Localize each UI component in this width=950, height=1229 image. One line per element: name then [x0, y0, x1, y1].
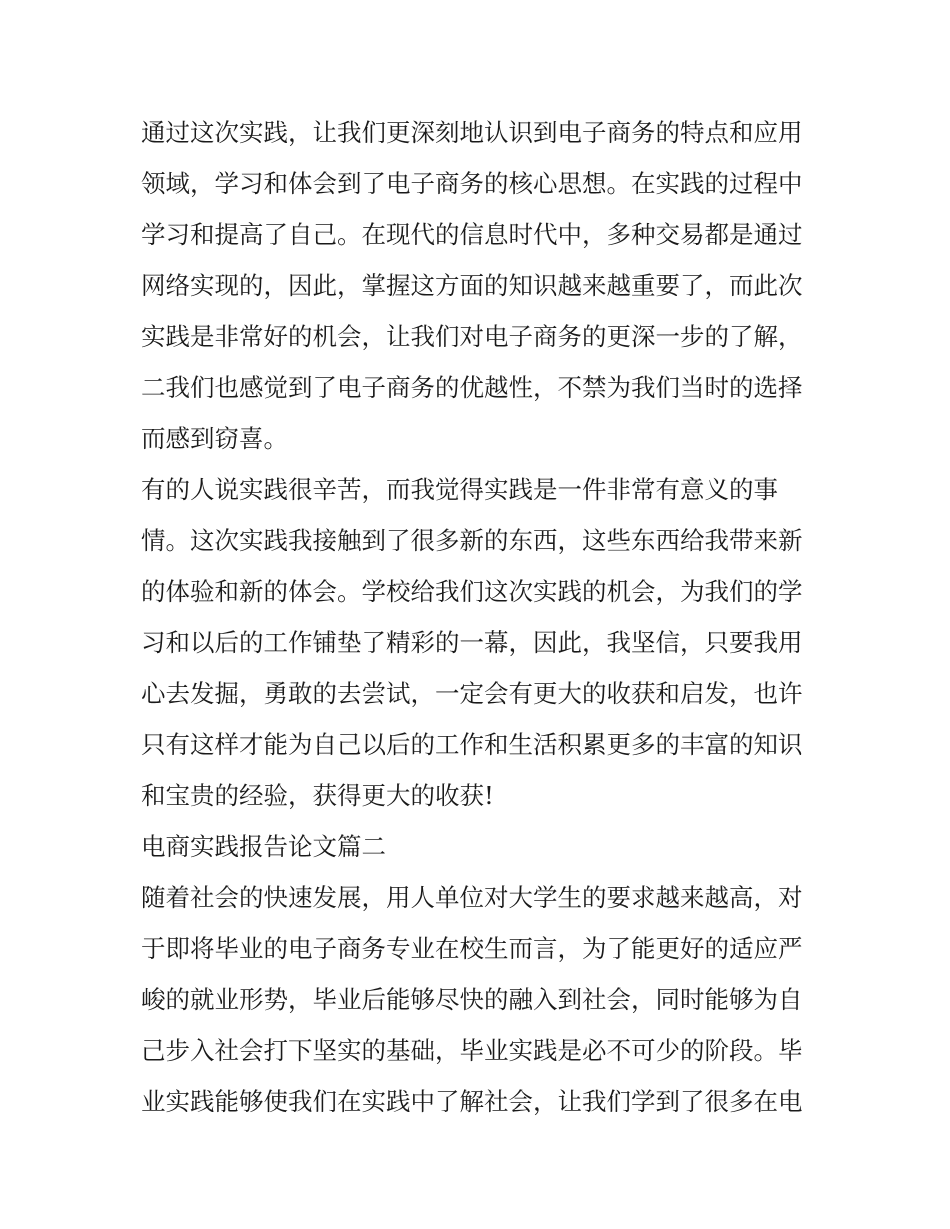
text-line: 习和以后的工作铺垫了精彩的一幕，因此，我坚信，只要我用	[141, 628, 803, 657]
text-line: 心去发掘，勇敢的去尝试，一定会有更大的收获和启发，也许	[141, 679, 803, 708]
text-line: 和宝贵的经验，获得更大的收获!	[141, 781, 494, 810]
body-text	[141, 107, 831, 1127]
text-line: 于即将毕业的电子商务专业在校生而言，为了能更好的适应严	[141, 934, 803, 963]
text-line: 随着社会的快速发展，用人单位对大学生的要求越来越高，对	[141, 883, 803, 912]
text-line: 二我们也感觉到了电子商务的优越性，不禁为我们当时的选择	[141, 373, 803, 402]
text-line: 业实践能够使我们在实践中了解社会，让我们学到了很多在电	[141, 1087, 803, 1116]
text-line: 网络实现的，因此，掌握这方面的知识越来越重要了，而此次	[141, 271, 803, 300]
text-line: 只有这样才能为自己以后的工作和生活积累更多的丰富的知识	[141, 730, 803, 759]
text-line: 己步入社会打下坚实的基础，毕业实践是必不可少的阶段。毕	[141, 1036, 803, 1065]
section-heading: 电商实践报告论文篇二	[141, 832, 386, 861]
text-line: 通过这次实践，让我们更深刻地认识到电子商务的特点和应用	[141, 118, 803, 147]
text-line: 领域，学习和体会到了电子商务的核心思想。在实践的过程中	[141, 169, 803, 198]
text-line: 学习和提高了自己。在现代的信息时代中，多种交易都是通过	[141, 220, 803, 249]
text-line: 峻的就业形势，毕业后能够尽快的融入到社会，同时能够为自	[141, 985, 803, 1014]
text-line: 的体验和新的体会。学校给我们这次实践的机会，为我们的学	[141, 577, 803, 606]
text-line: 而感到窃喜。	[141, 424, 288, 453]
text-line: 实践是非常好的机会，让我们对电子商务的更深一步的了解，	[141, 322, 803, 351]
text-line: 情。这次实践我接触到了很多新的东西，这些东西给我带来新	[141, 526, 803, 555]
text-line: 有的人说实践很辛苦，而我觉得实践是一件非常有意义的事	[141, 475, 778, 504]
